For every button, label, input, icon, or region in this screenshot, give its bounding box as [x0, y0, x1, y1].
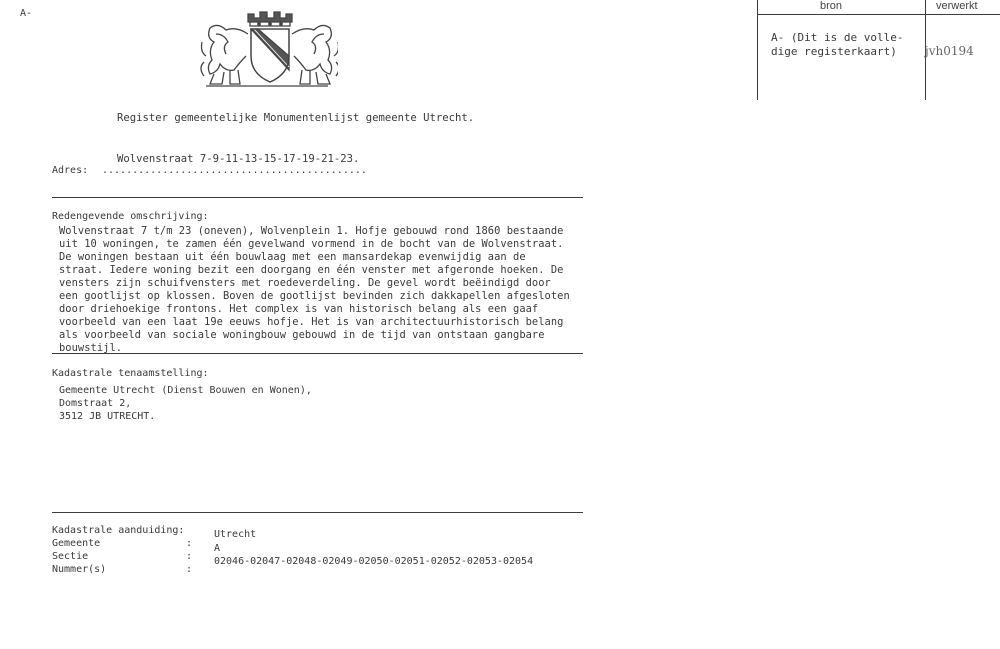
description-line-10: bouwstijl. [59, 342, 123, 353]
description-line-9: als voorbeeld van sociale woningbouw gebouwd in de tijd van ontstaan gangbare [59, 329, 545, 341]
nummers-value: 02046-02047-02048-02049-02050-02051-02052-02053-02054 [214, 556, 534, 567]
gemeente-label: Gemeente [52, 538, 101, 549]
address-value: Wolvenstraat 7-9-11-13-15-17-19-21-23. [117, 153, 360, 165]
description-label: Redengevende omschrijving: [52, 211, 209, 222]
sectie-value: A [214, 543, 221, 554]
description-line-7: door driehoekige frontons. Het complex is van historisch belang als een gaaf [59, 303, 539, 315]
description-line-5: vensters zijn schuifvensters met roedeverdeling. De gevel wordt beëindigd door [59, 277, 551, 289]
separator-line-3 [52, 512, 583, 513]
tenaamstelling-line-2: Domstraat 2, [59, 398, 132, 409]
sectie-label: Sectie [52, 551, 89, 562]
description-line-6: een gootlijst op klossen. Boven de gootlijst bevinden zich dakkapellen afgesloten [59, 290, 570, 302]
description-line-3: De woningen bestaan uit één bouwlaag met een mansardekap evenwijdig aan de [59, 251, 526, 263]
stamp-divider-left [757, 0, 758, 100]
stamp-bron-value-line-1: A- (Dit is de volle- [771, 31, 904, 44]
gemeente-value: Utrecht [214, 529, 257, 540]
tenaamstelling-line-1: Gemeente Utrecht (Dienst Bouwen en Wonen), [59, 385, 312, 396]
nummers-colon: : [186, 564, 193, 575]
gemeente-colon: : [186, 538, 193, 549]
stamp-col-bron: bron [820, 0, 843, 12]
stamp-header-line [757, 14, 1000, 15]
stamp-bron-value-line-2: dige registerkaart) [771, 45, 897, 58]
address-label: Adres: [52, 165, 89, 176]
nummers-label: Nummer(s) [52, 564, 107, 575]
tenaamstelling-line-3: 3512 JB UTRECHT. [59, 411, 156, 422]
description-line-2: uit 10 woningen, te zamen één gevelwand vormend in de bocht van de Wolvenstraat. [59, 238, 564, 250]
register-title: Register gemeentelijke Monumentenlijst gemeente Utrecht. [117, 112, 475, 124]
separator-line-2 [52, 353, 583, 354]
separator-line-1 [52, 197, 583, 198]
description-line-8: voorbeeld van een laat 19e eeuws hofje. Het is van architectuurhistorisch belang [59, 316, 564, 328]
description-line-4: straat. Iedere woning bezit een doorgang en één venster met afgeronde hoeken. De [59, 264, 564, 276]
aanduiding-label: Kadastrale aanduiding: [52, 525, 185, 536]
address-dots: ............................................ [102, 165, 367, 176]
tenaamstelling-label: Kadastrale tenaamstelling: [52, 368, 209, 379]
stamp-col-verwerkt: verwerkt [936, 0, 978, 12]
sectie-colon: : [186, 551, 193, 562]
coat-of-arms-emblem [196, 8, 338, 90]
stamp-verwerkt-value: jvh0194 [925, 44, 974, 58]
description-line-1: Wolvenstraat 7 t/m 23 (oneven), Wolvenplein 1. Hofje gebouwd rond 1860 bestaande [59, 225, 564, 237]
corner-mark: A- [20, 8, 33, 19]
